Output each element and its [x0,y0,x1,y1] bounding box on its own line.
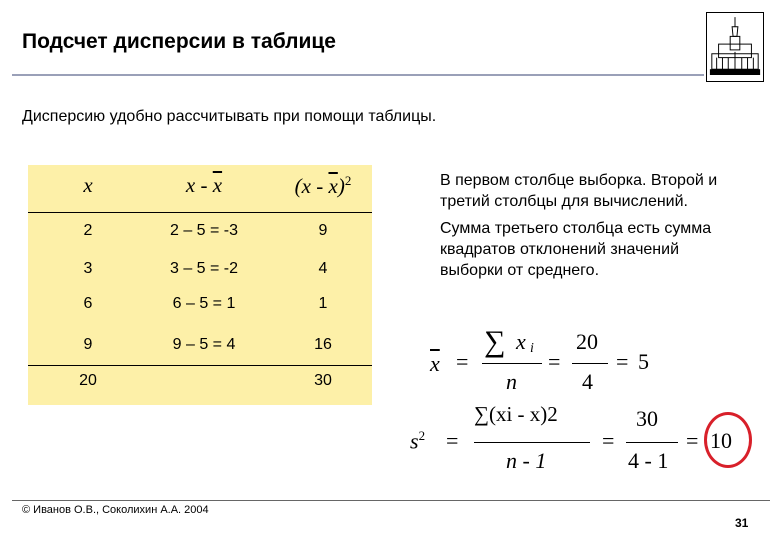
slide-title: Подсчет дисперсии в таблице [22,30,336,53]
title-divider [12,74,704,76]
mean-fraction-bar [482,363,542,364]
table-totals-rule [28,365,372,366]
variance-result: 10 [710,428,732,453]
mean-numerator-var: x [516,329,526,354]
table-cell: 6 – 5 = 1 [172,295,236,312]
variance-value-fraction-bar [626,442,678,443]
variance-fraction-bar [474,442,590,443]
explanation-paragraph: В первом столбце выборка. Второй и третий столбцы для вычислений. [440,172,718,210]
table-header-deviation: x - $\overline{x}$ [185,173,223,197]
variance-denominator: n - 1 [506,448,547,473]
university-building-icon [706,12,764,82]
mean-result: 5 [638,349,649,374]
variance-den-value: 4 - 1 [628,448,669,473]
table-header-squared-deviation: $(x - \overline{x})^2$ [294,173,352,198]
table-cell: 9 [83,336,93,353]
table-cell: 3 – 5 = -2 [169,260,239,277]
variance-eq-2: = [602,428,615,453]
mean-lhs: $\overline{x}$ [430,351,440,376]
mean-value-fraction-bar [572,363,608,364]
table-cell: 3 [83,260,93,277]
variance-numerator: ∑(xi - x)2 [474,402,558,426]
table-cell: 2 [83,222,93,239]
table-total-x: 20 [79,372,97,389]
variance-table [28,165,372,405]
sum-sign: ∑ [484,325,506,358]
mean-formula [420,325,720,400]
variance-eq: = [446,428,459,453]
table-total-squared: 30 [314,372,332,389]
page-number: 31 [735,516,749,530]
table-cell: 9 – 5 = 4 [172,336,236,353]
explanation-text [440,170,740,287]
mean-eq-2: = [548,349,561,374]
mean-num-value: 20 [576,329,598,354]
variance-num-value: 30 [636,406,658,431]
footer-divider [12,500,770,501]
mean-denominator-var: n [506,369,517,394]
explanation-paragraph: Сумма третьего столбца есть сумма квадратов отклонений значений выборки от среднего. [440,220,712,279]
mean-eq-3: = [616,349,629,374]
copyright-text: © Иванов О.В., Соколихин А.А. 2004 [22,504,209,516]
variance-lhs: $s^2$ [410,428,426,454]
table-cell: 4 [318,260,328,277]
variance-eq-3: = [686,428,699,453]
table-header-x: x [83,173,93,197]
table-header-rule [28,212,372,213]
table-cell: 16 [314,336,332,353]
mean-subscript: i [530,341,534,356]
table-cell: 6 [83,295,93,312]
mean-eq: = [456,349,469,374]
table-cell: 9 [318,222,328,239]
table-cell: 1 [318,295,328,312]
variance-formula [410,400,760,480]
table-cell: 2 – 5 = -3 [169,222,239,239]
mean-den-value: 4 [582,369,593,394]
intro-text: Дисперсию удобно рассчитывать при помощи таблицы. [22,108,437,125]
